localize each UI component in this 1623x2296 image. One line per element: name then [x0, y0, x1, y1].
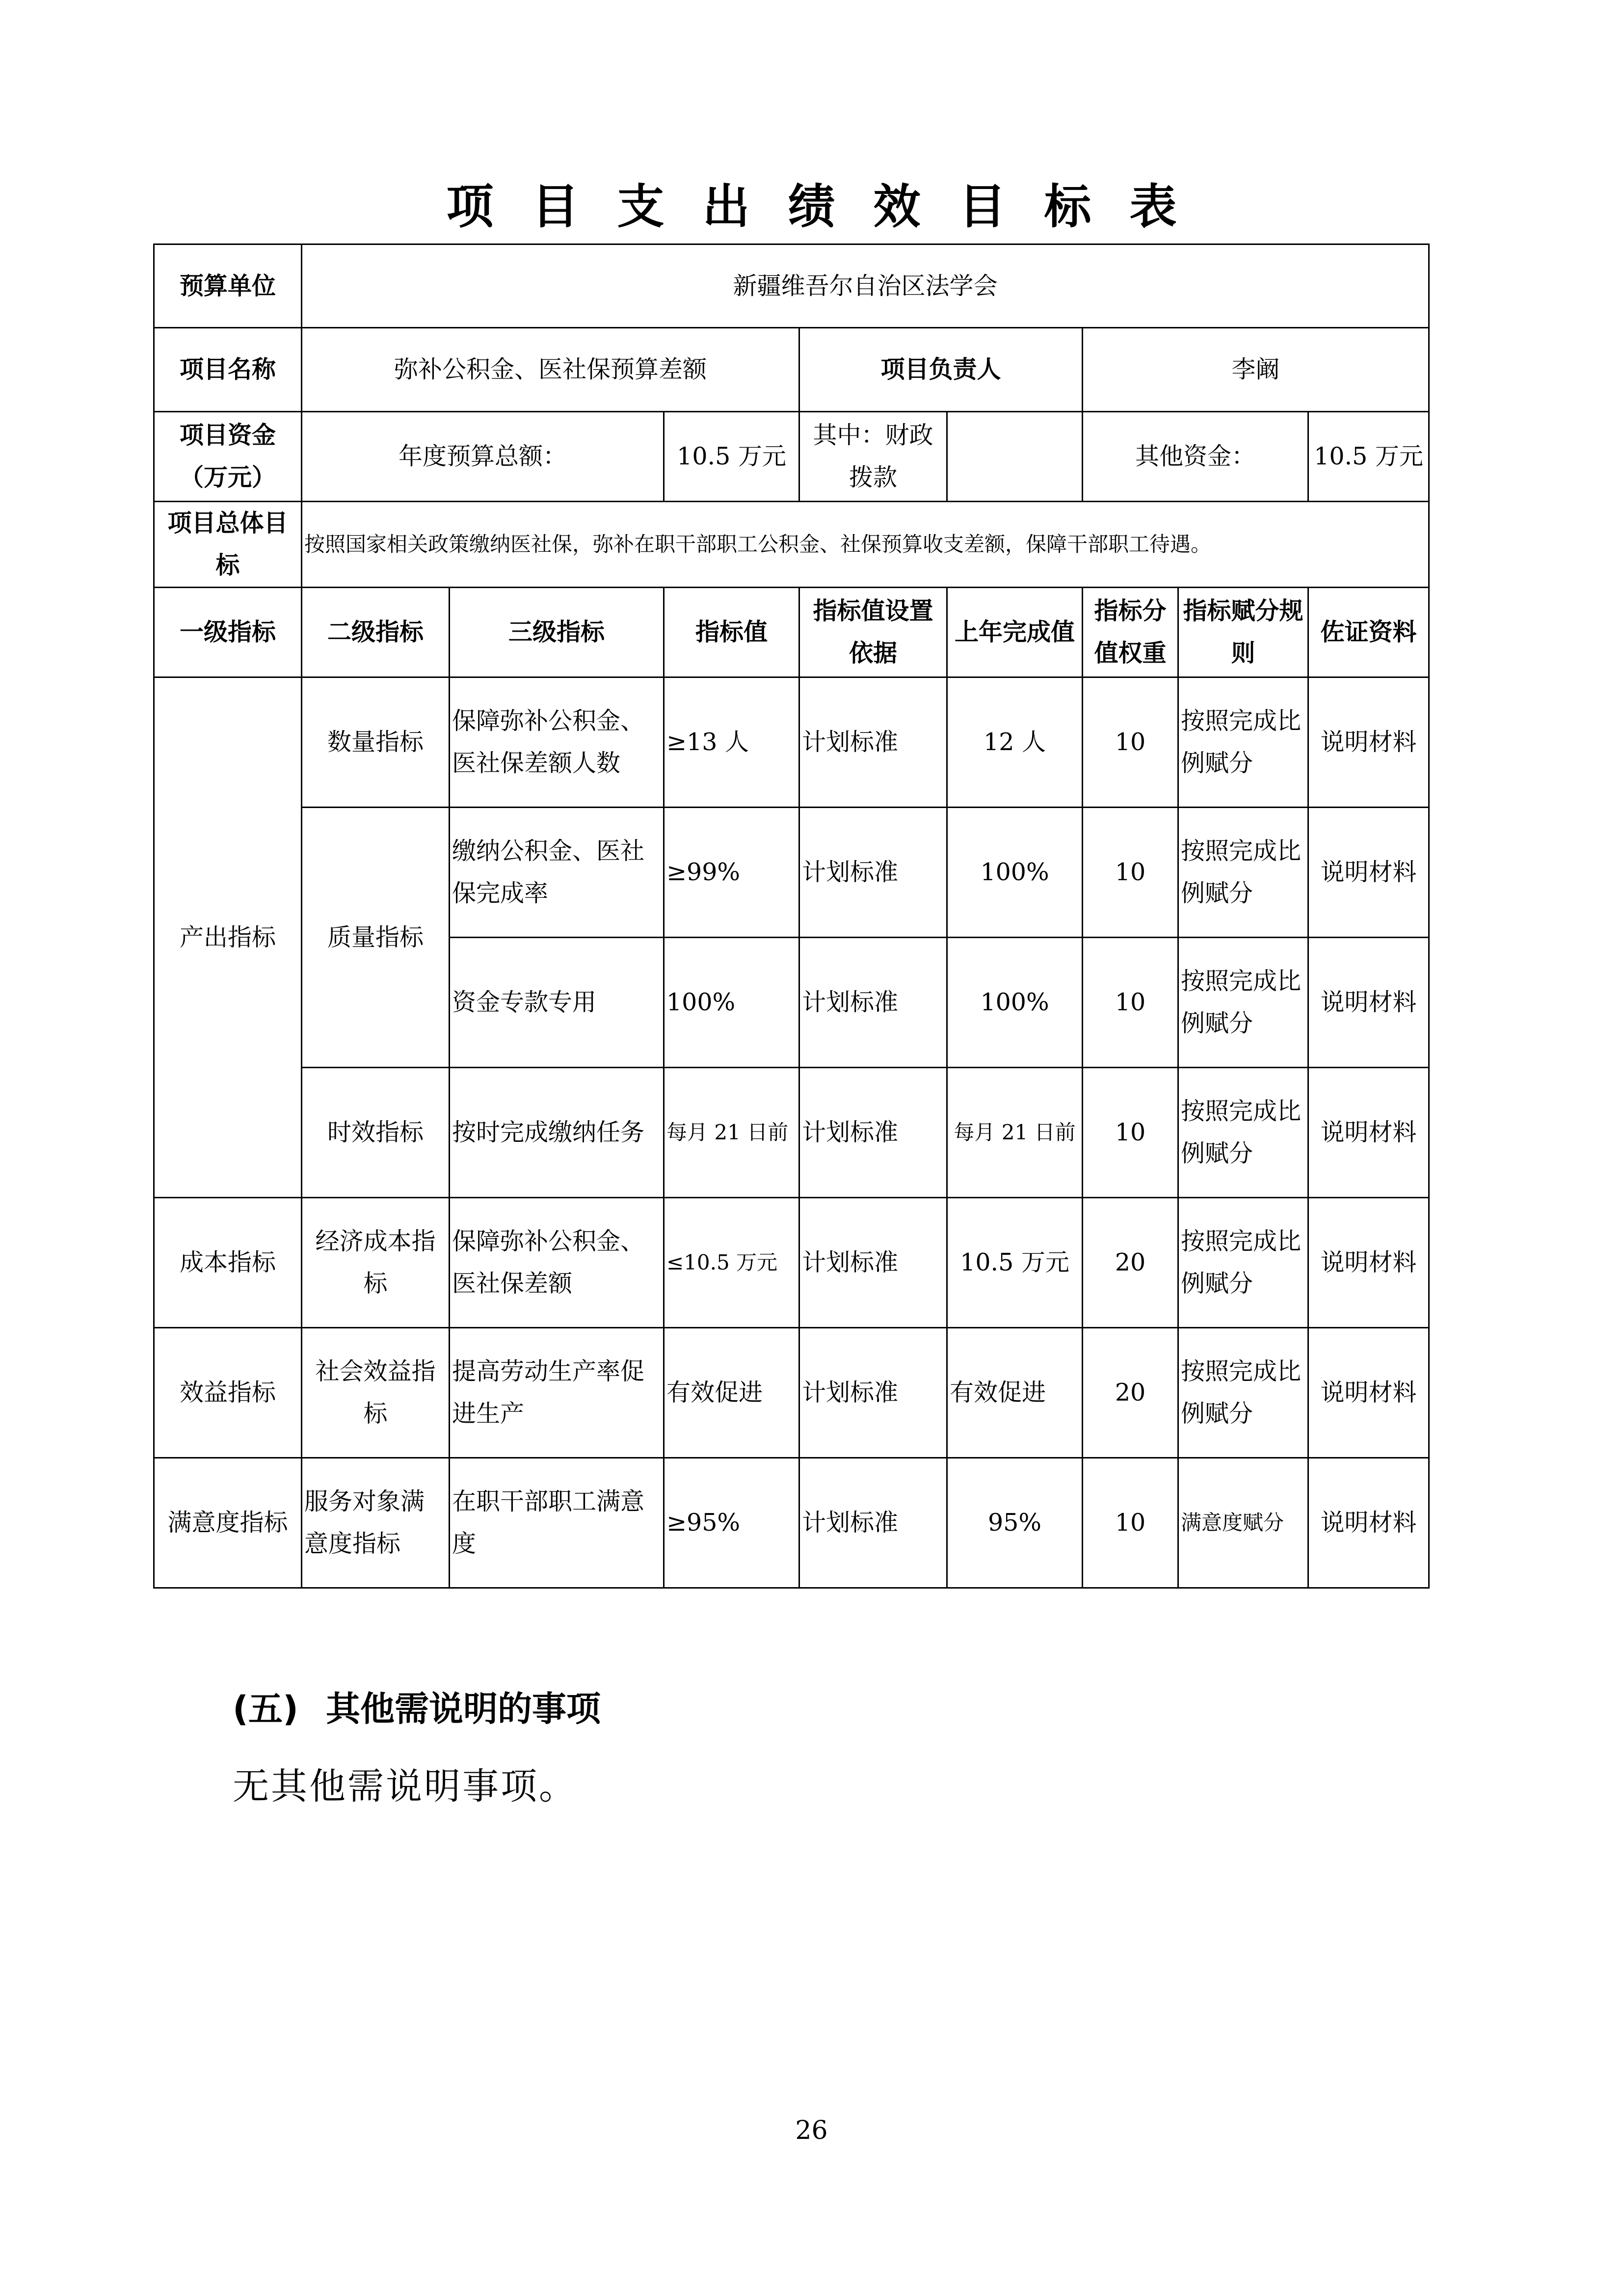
budget-unit-label: 预算单位 [154, 244, 302, 328]
level2-cell: 经济成本指标 [302, 1198, 450, 1328]
project-name-value: 弥补公积金、医社保预算差额 [302, 328, 799, 412]
last-year-cell: 有效促进 [947, 1328, 1083, 1458]
table-row [154, 1198, 1429, 1328]
section-heading [233, 1681, 601, 1731]
level2-cell: 数量指标 [302, 677, 450, 808]
value-cell: 每月 21 日前 [664, 1068, 799, 1198]
level3-cell: 保障弥补公积金、医社保差额 [450, 1198, 664, 1328]
evidence-cell: 说明材料 [1308, 938, 1429, 1068]
last-year-cell: 12 人 [947, 677, 1083, 808]
funds-label: 项目资金（万元） [154, 412, 302, 502]
weight-cell: 10 [1083, 808, 1178, 938]
last-year-cell: 95% [947, 1458, 1083, 1588]
level2-cell: 时效指标 [302, 1068, 450, 1198]
weight-cell: 20 [1083, 1328, 1178, 1458]
table-title: 项目支出绩效目标表 [446, 179, 1215, 234]
basis-cell: 计划标准 [799, 938, 947, 1068]
basis-cell: 计划标准 [799, 808, 947, 938]
value-cell: ≤10.5 万元 [664, 1198, 799, 1328]
level3-cell: 按时完成缴纳任务 [450, 1068, 664, 1198]
basis-cell: 计划标准 [799, 1458, 947, 1588]
level1-cell: 产出指标 [154, 677, 302, 1198]
weight-cell: 20 [1083, 1198, 1178, 1328]
basis-cell: 计划标准 [799, 1068, 947, 1198]
overall-goal-value: 按照国家相关政策缴纳医社保，弥补在职干部职工公积金、社保预算收支差额，保障干部职工待遇。 [302, 502, 1429, 588]
section-title: 其他需说明的事项 [325, 1689, 601, 1729]
section-body: 无其他需说明事项。 [233, 1765, 577, 1808]
value-cell: 100% [664, 938, 799, 1068]
level1-cell: 满意度指标 [154, 1458, 302, 1588]
page-number: 26 [795, 2116, 828, 2145]
rule-cell: 满意度赋分 [1178, 1458, 1308, 1588]
rule-cell: 按照完成比例赋分 [1178, 808, 1308, 938]
annual-budget-value: 10.5 万元 [664, 412, 799, 502]
table-row [154, 677, 1429, 808]
project-leader-label: 项目负责人 [799, 328, 1083, 412]
rule-cell: 按照完成比例赋分 [1178, 938, 1308, 1068]
overall-goal-label: 项目总体目标 [154, 502, 302, 588]
evidence-cell: 说明材料 [1308, 1068, 1429, 1198]
last-year-cell: 每月 21 日前 [947, 1068, 1083, 1198]
last-year-cell: 10.5 万元 [947, 1198, 1083, 1328]
fiscal-label: 其中：财政拨款 [799, 412, 947, 502]
level2-cell: 服务对象满意度指标 [302, 1458, 450, 1588]
rule-cell: 按照完成比例赋分 [1178, 1328, 1308, 1458]
basis-cell: 计划标准 [799, 1198, 947, 1328]
evidence-cell: 说明材料 [1308, 1198, 1429, 1328]
level3-cell: 提高劳动生产率促进生产 [450, 1328, 664, 1458]
level2-cell: 社会效益指标 [302, 1328, 450, 1458]
basis-cell: 计划标准 [799, 1328, 947, 1458]
level3-cell: 保障弥补公积金、医社保差额人数 [450, 677, 664, 808]
table-row [154, 808, 1429, 938]
rule-cell: 按照完成比例赋分 [1178, 1068, 1308, 1198]
weight-cell: 10 [1083, 938, 1178, 1068]
budget-unit-value: 新疆维吾尔自治区法学会 [302, 244, 1429, 328]
table-row [154, 1328, 1429, 1458]
value-cell: 有效促进 [664, 1328, 799, 1458]
col-header-level1: 一级指标 [154, 588, 302, 677]
col-header-rule: 指标赋分规则 [1178, 588, 1308, 677]
weight-cell: 10 [1083, 1458, 1178, 1588]
level1-cell: 效益指标 [154, 1328, 302, 1458]
level3-cell: 资金专款专用 [450, 938, 664, 1068]
fiscal-value [947, 412, 1083, 502]
value-cell: ≥95% [664, 1458, 799, 1588]
evidence-cell: 说明材料 [1308, 808, 1429, 938]
col-header-last-year: 上年完成值 [947, 588, 1083, 677]
col-header-level2: 二级指标 [302, 588, 450, 677]
level3-cell: 缴纳公积金、医社保完成率 [450, 808, 664, 938]
value-cell: ≥99% [664, 808, 799, 938]
table-row [154, 1458, 1429, 1588]
other-funds-label: 其他资金： [1083, 412, 1308, 502]
col-header-value: 指标值 [664, 588, 799, 677]
annual-budget-label: 年度预算总额： [302, 412, 664, 502]
rule-cell: 按照完成比例赋分 [1178, 1198, 1308, 1328]
level2-cell: 质量指标 [302, 808, 450, 1068]
section-number: (五) [233, 1689, 298, 1729]
weight-cell: 10 [1083, 1068, 1178, 1198]
project-name-label: 项目名称 [154, 328, 302, 412]
col-header-weight: 指标分值权重 [1083, 588, 1178, 677]
weight-cell: 10 [1083, 677, 1178, 808]
last-year-cell: 100% [947, 938, 1083, 1068]
col-header-evidence: 佐证资料 [1308, 588, 1429, 677]
table-row [154, 1068, 1429, 1198]
evidence-cell: 说明材料 [1308, 1328, 1429, 1458]
evidence-cell: 说明材料 [1308, 677, 1429, 808]
level3-cell: 在职干部职工满意度 [450, 1458, 664, 1588]
other-funds-value: 10.5 万元 [1308, 412, 1429, 502]
col-header-level3: 三级指标 [450, 588, 664, 677]
performance-table [153, 243, 1430, 1589]
rule-cell: 按照完成比例赋分 [1178, 677, 1308, 808]
last-year-cell: 100% [947, 808, 1083, 938]
basis-cell: 计划标准 [799, 677, 947, 808]
evidence-cell: 说明材料 [1308, 1458, 1429, 1588]
value-cell: ≥13 人 [664, 677, 799, 808]
level1-cell: 成本指标 [154, 1198, 302, 1328]
col-header-basis: 指标值设置依据 [799, 588, 947, 677]
project-leader-value: 李阚 [1083, 328, 1429, 412]
